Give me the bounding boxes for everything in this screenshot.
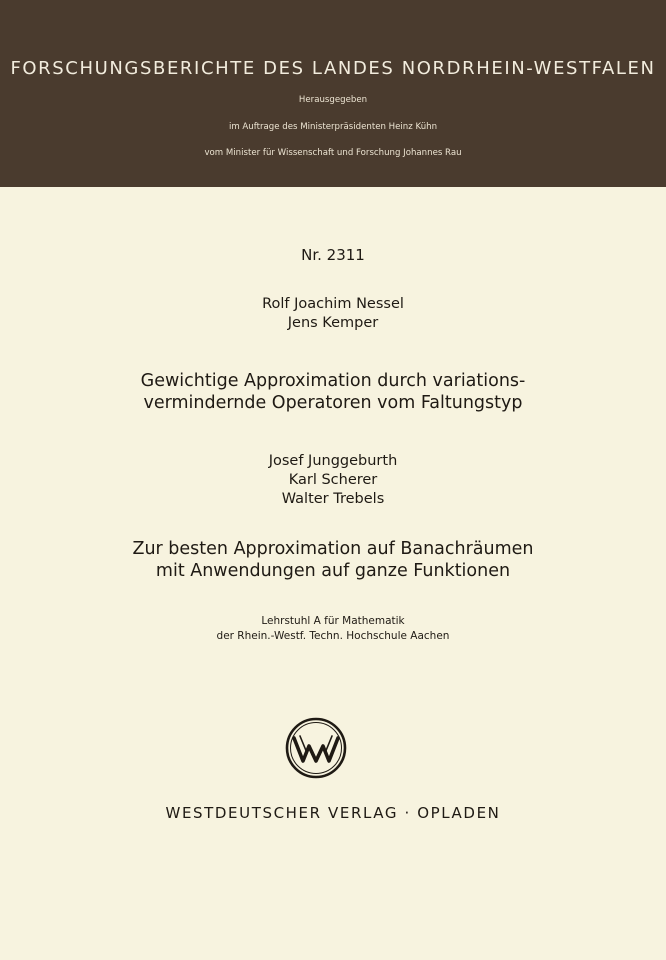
series-title: FORSCHUNGSBERICHTE DES LANDES NORDRHEIN-WESTFALEN (10, 58, 656, 79)
affiliation (0, 614, 666, 644)
publisher-name: WESTDEUTSCHER VERLAG · OPLADEN (165, 804, 501, 822)
author-name: Walter Trebels (281, 491, 385, 507)
westdeutscher-verlag-logo-icon (285, 717, 347, 779)
author-name: Jens Kemper (287, 315, 379, 331)
minister-line: vom Minister für Wissenschaft und Forschung Johannes Rau (204, 148, 462, 158)
commission-line: im Auftrage des Ministerpräsidenten Heinz Kühn (228, 122, 438, 132)
title-line: vermindernde Operatoren vom Faltungstyp (143, 393, 523, 413)
author-name: Karl Scherer (288, 472, 378, 488)
title-line: mit Anwendungen auf ganze Funktionen (155, 561, 511, 581)
title-line: Gewichtige Approximation durch variations- (140, 371, 526, 391)
title-part2 (0, 538, 666, 582)
authors-part1 (0, 295, 666, 333)
affiliation-line: Lehrstuhl A für Mathematik (261, 615, 405, 627)
report-number: Nr. 2311 (301, 246, 365, 264)
affiliation-line: der Rhein.-Westf. Techn. Hochschule Aachen (216, 630, 450, 642)
editor-line: Herausgegeben (298, 95, 368, 105)
author-name: Josef Junggeburth (268, 453, 398, 469)
header-band (0, 0, 666, 187)
author-name: Rolf Joachim Nessel (262, 296, 404, 312)
title-line: Zur besten Approximation auf Banachräumen (132, 539, 534, 559)
title-part1 (0, 370, 666, 414)
authors-part2 (0, 452, 666, 509)
